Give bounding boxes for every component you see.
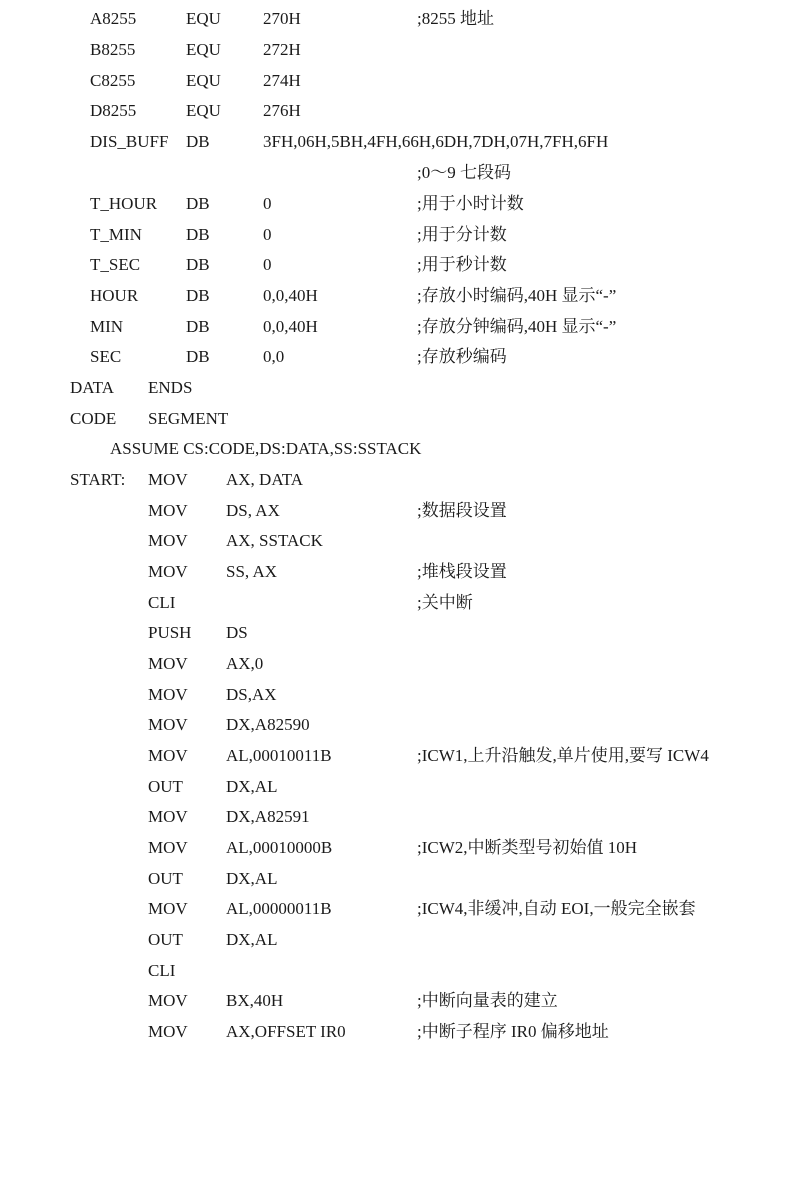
- data-label: MIN: [90, 317, 124, 336]
- data-line: [0, 35, 802, 65]
- data-comment: ;存放小时编码,40H 显示“-”: [417, 286, 617, 305]
- code-comment: ;中断子程序 IR0 偏移地址: [417, 1022, 609, 1041]
- data-comment: ;存放秒编码: [417, 347, 507, 366]
- data-value: 276H: [263, 101, 301, 120]
- data-comment: ;用于小时计数: [417, 194, 524, 213]
- code-line: [0, 894, 802, 924]
- operands: DX,A82590: [226, 715, 310, 734]
- segment-directive: SEGMENT: [148, 409, 229, 428]
- segment-name: CODE: [70, 409, 117, 428]
- operands: BX,40H: [226, 991, 284, 1010]
- code-line: [0, 710, 802, 740]
- data-label: SEC: [90, 347, 122, 366]
- data-value: 3FH,06H,5BH,4FH,66H,6DH,7DH,07H,7FH,6FH: [263, 132, 609, 151]
- code-line: [0, 618, 802, 648]
- data-value: 270H: [263, 9, 301, 28]
- mnemonic: MOV: [148, 501, 188, 520]
- operands: AX,0: [226, 654, 264, 673]
- operands: AX, DATA: [226, 470, 304, 489]
- data-directive: DB: [186, 347, 210, 366]
- code-label: START:: [70, 470, 126, 489]
- data-label: D8255: [90, 101, 137, 120]
- data-value: 0,0,40H: [263, 317, 318, 336]
- operands: AX,OFFSET IR0: [226, 1022, 346, 1041]
- data-label: T_HOUR: [90, 194, 158, 213]
- code-line: [0, 526, 802, 556]
- mnemonic: MOV: [148, 654, 188, 673]
- data-directive: EQU: [186, 40, 221, 59]
- data-comment: ;用于秒计数: [417, 255, 507, 274]
- code-comment: ;ICW4,非缓冲,自动 EOI,一般完全嵌套: [417, 899, 696, 918]
- code-line: [0, 680, 802, 710]
- mnemonic: MOV: [148, 1022, 188, 1041]
- segment-directive: ENDS: [148, 378, 193, 397]
- mnemonic: MOV: [148, 715, 188, 734]
- mnemonic: MOV: [148, 807, 188, 826]
- mnemonic: OUT: [148, 930, 183, 949]
- code-comment: ;数据段设置: [417, 501, 507, 520]
- code-line: [0, 588, 802, 618]
- data-line: [0, 127, 802, 157]
- data-directive: EQU: [186, 101, 221, 120]
- mnemonic: MOV: [148, 746, 188, 765]
- mnemonic: OUT: [148, 777, 183, 796]
- data-directive: DB: [186, 286, 210, 305]
- data-directive: DB: [186, 194, 210, 213]
- mnemonic: MOV: [148, 838, 188, 857]
- data-directive: DB: [186, 132, 210, 151]
- operands: DX,AL: [226, 869, 278, 888]
- mnemonic: CLI: [148, 593, 176, 612]
- data-value: 274H: [263, 71, 301, 90]
- data-comment: ;存放分钟编码,40H 显示“-”: [417, 317, 617, 336]
- operands: DS: [226, 623, 248, 642]
- data-line: [0, 96, 802, 126]
- code-line: [0, 496, 802, 526]
- code-line: [0, 925, 802, 955]
- mnemonic: MOV: [148, 685, 188, 704]
- operands: DX,AL: [226, 777, 278, 796]
- operands: DS, AX: [226, 501, 280, 520]
- code-line: [0, 956, 802, 986]
- data-value: 0: [263, 225, 272, 244]
- operands: DS,AX: [226, 685, 277, 704]
- operands: AL,00010000B: [226, 838, 333, 857]
- code-comment: ;关中断: [417, 593, 473, 612]
- data-value: 0: [263, 194, 272, 213]
- segment-line: [0, 373, 802, 403]
- data-line: [0, 4, 802, 34]
- data-label: B8255: [90, 40, 136, 59]
- data-label: DIS_BUFF: [90, 132, 169, 151]
- operands: AL,00010011B: [226, 746, 332, 765]
- data-line: [0, 312, 802, 342]
- data-line: [0, 189, 802, 219]
- data-directive: DB: [186, 317, 210, 336]
- code-line: [0, 465, 802, 495]
- code-line: [0, 986, 802, 1016]
- data-line: [0, 158, 802, 188]
- data-label: T_MIN: [90, 225, 142, 244]
- data-line: [0, 342, 802, 372]
- data-directive: DB: [186, 255, 210, 274]
- data-label: T_SEC: [90, 255, 141, 274]
- data-comment: ;用于分计数: [417, 225, 507, 244]
- assume-line: [0, 434, 802, 464]
- operands: DX,AL: [226, 930, 278, 949]
- mnemonic: MOV: [148, 531, 188, 550]
- code-line: [0, 741, 802, 771]
- data-line: [0, 66, 802, 96]
- mnemonic: PUSH: [148, 623, 192, 642]
- mnemonic: MOV: [148, 562, 188, 581]
- code-line: [0, 833, 802, 863]
- data-line: [0, 220, 802, 250]
- data-directive: EQU: [186, 71, 221, 90]
- operands: AX, SSTACK: [226, 531, 323, 550]
- data-directive: DB: [186, 225, 210, 244]
- code-line: [0, 557, 802, 587]
- data-label: A8255: [90, 9, 137, 28]
- code-comment: ;堆栈段设置: [417, 562, 507, 581]
- operands: AL,00000011B: [226, 899, 332, 918]
- operands: DX,A82591: [226, 807, 310, 826]
- data-label: HOUR: [90, 286, 139, 305]
- code-line: [0, 864, 802, 894]
- code-comment: ;ICW2,中断类型号初始值 10H: [417, 838, 638, 857]
- operands: SS, AX: [226, 562, 278, 581]
- data-directive: EQU: [186, 9, 221, 28]
- data-line: [0, 281, 802, 311]
- segment-line: [0, 404, 802, 434]
- data-comment: ;8255 地址: [417, 9, 494, 28]
- segment-name: DATA: [70, 378, 114, 397]
- code-line: [0, 802, 802, 832]
- data-line: [0, 250, 802, 280]
- mnemonic: CLI: [148, 961, 176, 980]
- data-value: 0,0: [263, 347, 285, 366]
- assume-directive: ASSUME CS:CODE,DS:DATA,SS:SSTACK: [110, 439, 422, 458]
- data-value: 0,0,40H: [263, 286, 318, 305]
- mnemonic: MOV: [148, 899, 188, 918]
- code-line: [0, 772, 802, 802]
- mnemonic: MOV: [148, 470, 188, 489]
- data-value: 272H: [263, 40, 301, 59]
- data-comment: ;0～9 七段码: [417, 163, 511, 182]
- code-comment: ;ICW1,上升沿触发,单片使用,要写 ICW4: [417, 746, 709, 765]
- data-label: C8255: [90, 71, 136, 90]
- code-line: [0, 1017, 802, 1047]
- data-value: 0: [263, 255, 272, 274]
- code-comment: ;中断向量表的建立: [417, 991, 558, 1010]
- mnemonic: OUT: [148, 869, 183, 888]
- code-line: [0, 649, 802, 679]
- mnemonic: MOV: [148, 991, 188, 1010]
